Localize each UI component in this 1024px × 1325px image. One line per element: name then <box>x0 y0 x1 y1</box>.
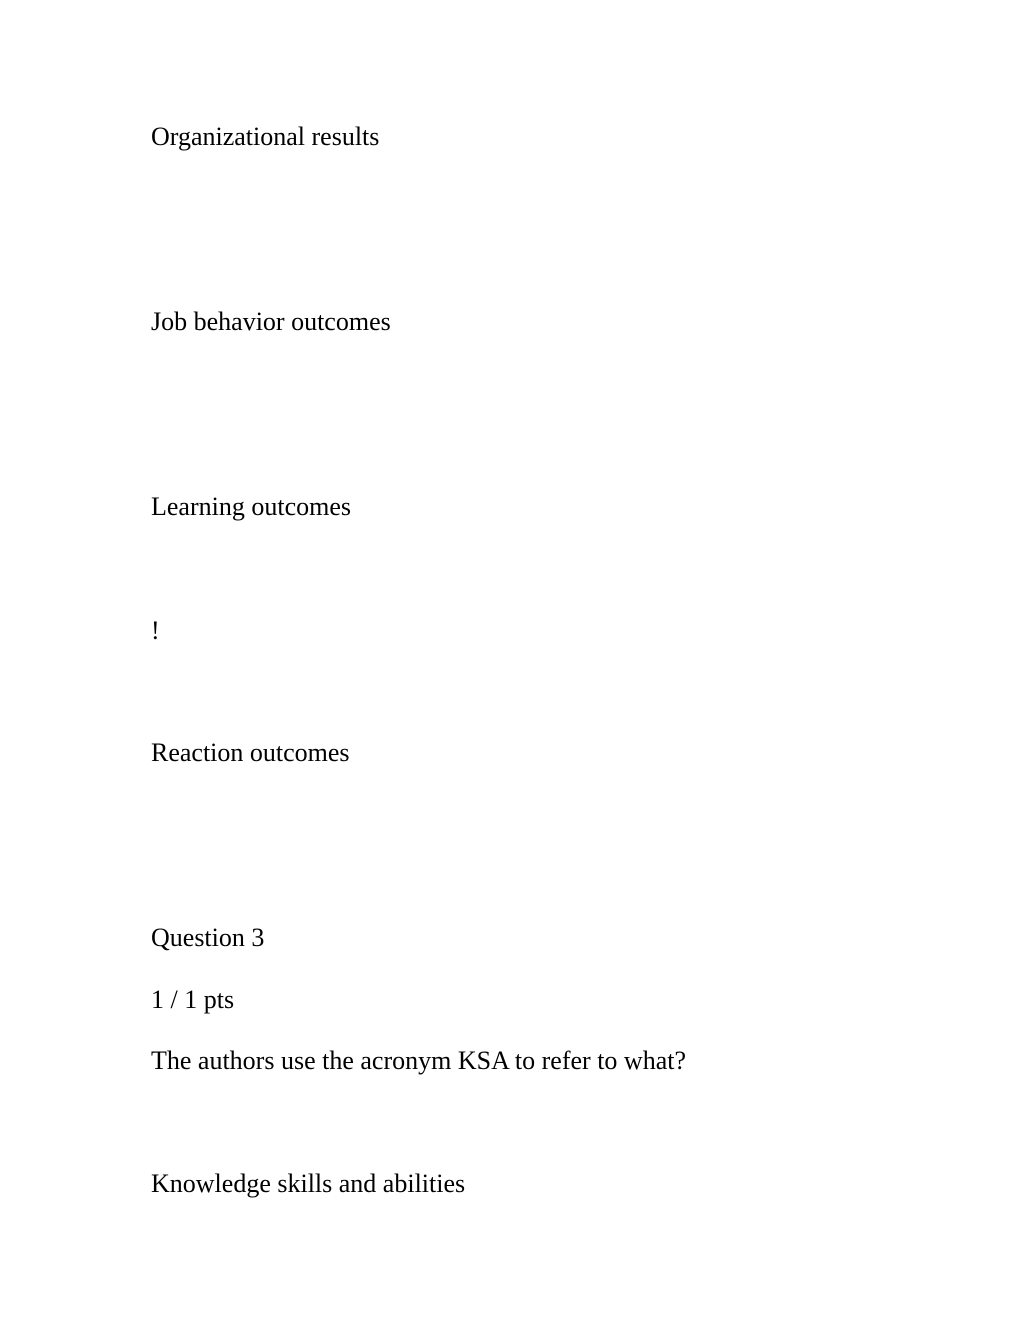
question-title: Question 3 <box>151 923 265 952</box>
question-points: 1 / 1 pts <box>151 985 235 1014</box>
answer-option-knowledge-skills-abilities: Knowledge skills and abilities <box>151 1169 466 1198</box>
answer-option-reaction-outcomes: Reaction outcomes <box>151 738 350 767</box>
selected-answer-marker: ! <box>151 616 160 645</box>
answer-option-organizational-results: Organizational results <box>151 122 380 151</box>
answer-option-job-behavior-outcomes: Job behavior outcomes <box>151 307 391 336</box>
question-prompt: The authors use the acronym KSA to refer to what? <box>151 1046 687 1075</box>
answer-option-learning-outcomes: Learning outcomes <box>151 492 351 521</box>
